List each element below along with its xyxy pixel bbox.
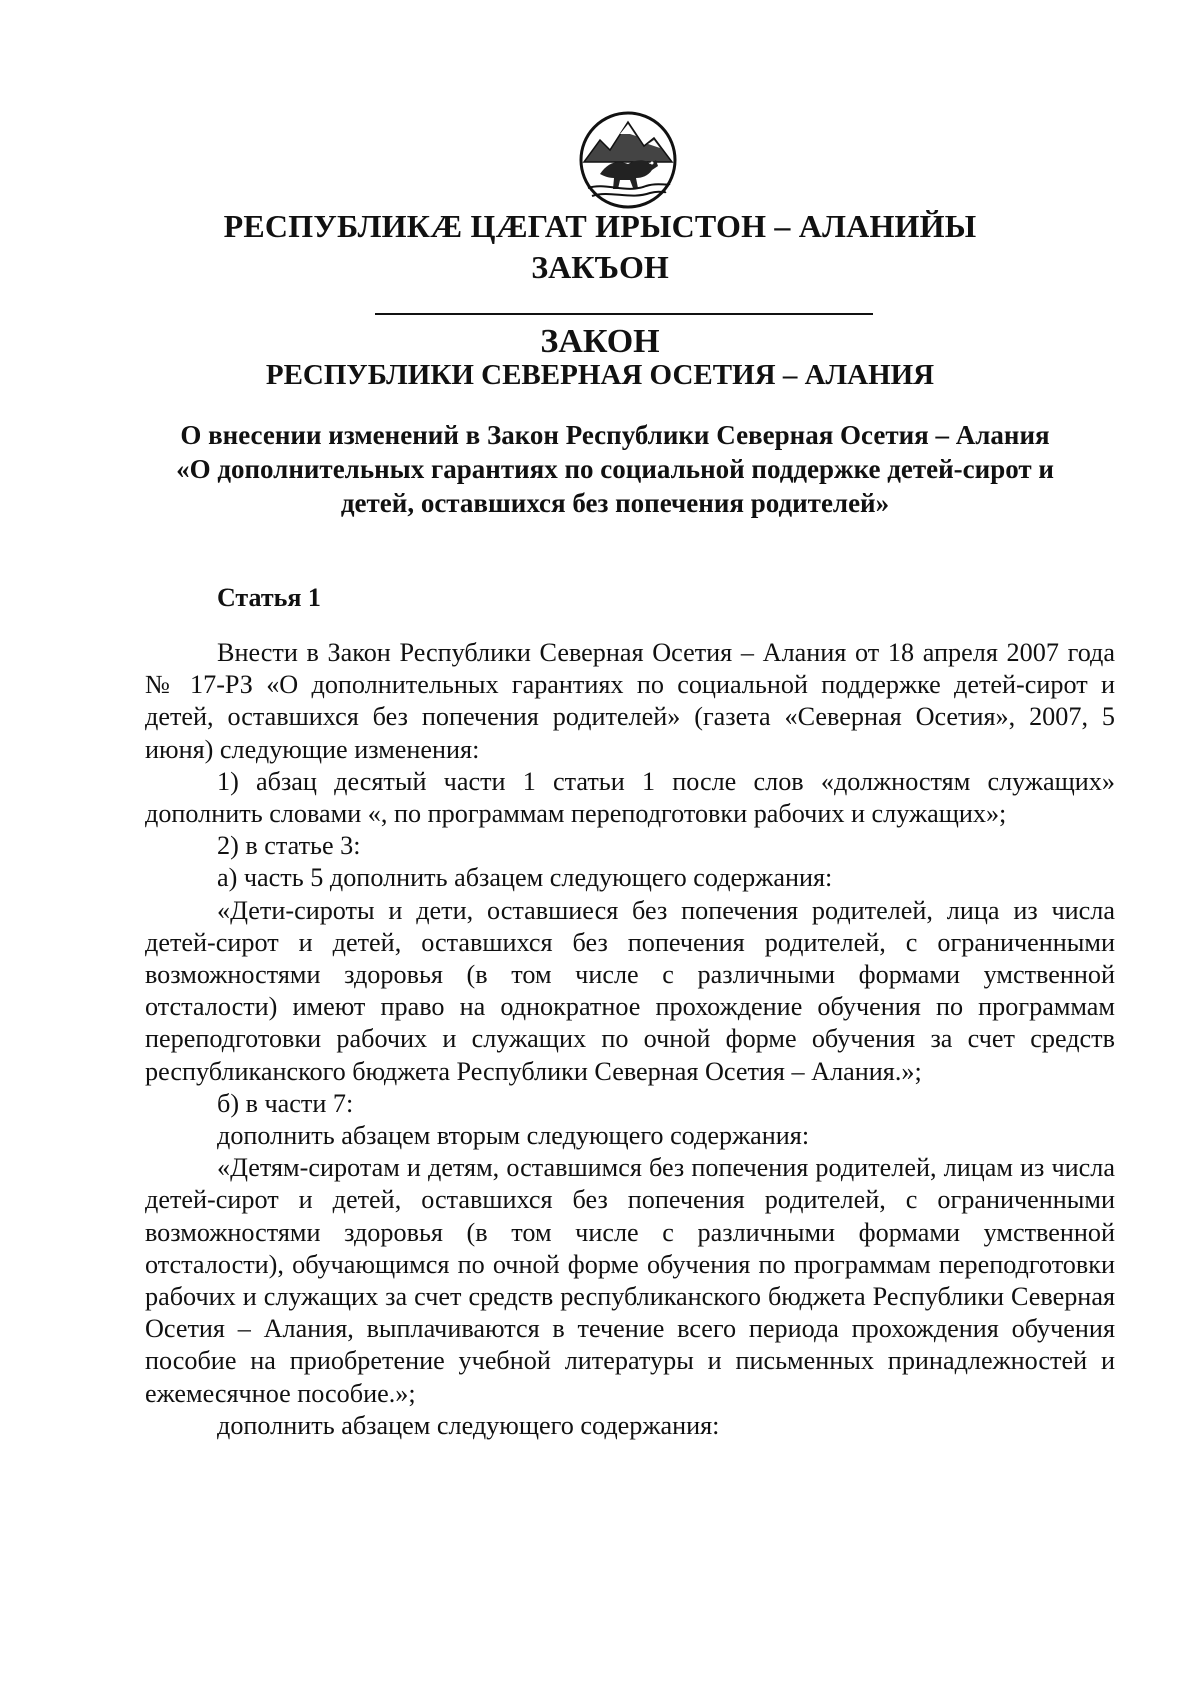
article-paragraph: 1) абзац десятый части 1 статьи 1 после слов «должностям служащих» дополнить словами «, по программам переподготовки рабочих и служащих»; — [145, 766, 1115, 829]
law-subject-heading — [150, 418, 1080, 520]
russian-law-title: ЗАКОН — [540, 323, 660, 360]
subject-line: «О дополнительных гарантиях по социальной поддержке детей-сирот и — [176, 454, 1054, 484]
article-body — [145, 637, 1115, 1442]
article-paragraph: б) в части 7: — [217, 1088, 354, 1118]
article-paragraph: «Дети-сироты и дети, оставшиеся без попечения родителей, лица из числа детей-сирот и детей, оставшихся без попечения родителей, с ограниченными возможностями здоровья (в том числе с различными формами умственной отсталости) имеют право на однократное прохождение обучения по программам переподготовки рабочих и служащих по очной форме обучения за счет средств республиканского бюджета Республики Северная Осетия – Алания.»; — [145, 895, 1115, 1086]
title-divider — [375, 313, 873, 315]
ossetian-law-title: ЗАКЪОН — [531, 249, 669, 285]
coat-of-arms-emblem — [578, 110, 678, 210]
article-paragraph: а) часть 5 дополнить абзацем следующего содержания: — [217, 863, 833, 893]
article-paragraph: 2) в статье 3: — [217, 831, 361, 861]
russian-republic-title: РЕСПУБЛИКИ СЕВЕРНАЯ ОСЕТИЯ – АЛАНИЯ — [265, 359, 935, 391]
article-paragraph: дополнить абзацем вторым следующего содержания: — [217, 1121, 810, 1151]
subject-line: детей, оставшихся без попечения родителей» — [340, 488, 890, 518]
article-paragraph: дополнить абзацем следующего содержания: — [217, 1410, 720, 1440]
ossetian-republic-title: РЕСПУБЛИКӔ ЦӔГАТ ИРЫСТОН – АЛАНИЙЫ — [223, 208, 977, 244]
article-paragraph: Внести в Закон Республики Северная Осетия – Алания от 18 апреля 2007 года № 17-РЗ «О дополнительных гарантиях по социальной поддержке детей-сирот и детей, оставшихся без попечения родителей» (газета «Северная Осетия», 2007, 5 июня) следующие изменения: — [145, 638, 1115, 764]
article-heading: Статья 1 — [217, 583, 321, 612]
article-paragraph: «Детям-сиротам и детям, оставшимся без попечения родителей, лицам из числа детей-сирот и детей, оставшихся без попечения родителей, с ограниченными возможностями здоровья (в том числе с различными формами умственной отсталости), обучающимся по очной форме обучения по программам переподготовки рабочих и служащих за счет средств республиканского бюджета Республики Северная Осетия – Алания, выплачиваются в течение всего периода прохождения обучения пособие на приобретение учебной литературы и письменных принадлежностей и ежемесячное пособие.»; — [145, 1153, 1115, 1408]
subject-line: О внесении изменений в Закон Республики Северная Осетия – Алания — [180, 420, 1050, 450]
